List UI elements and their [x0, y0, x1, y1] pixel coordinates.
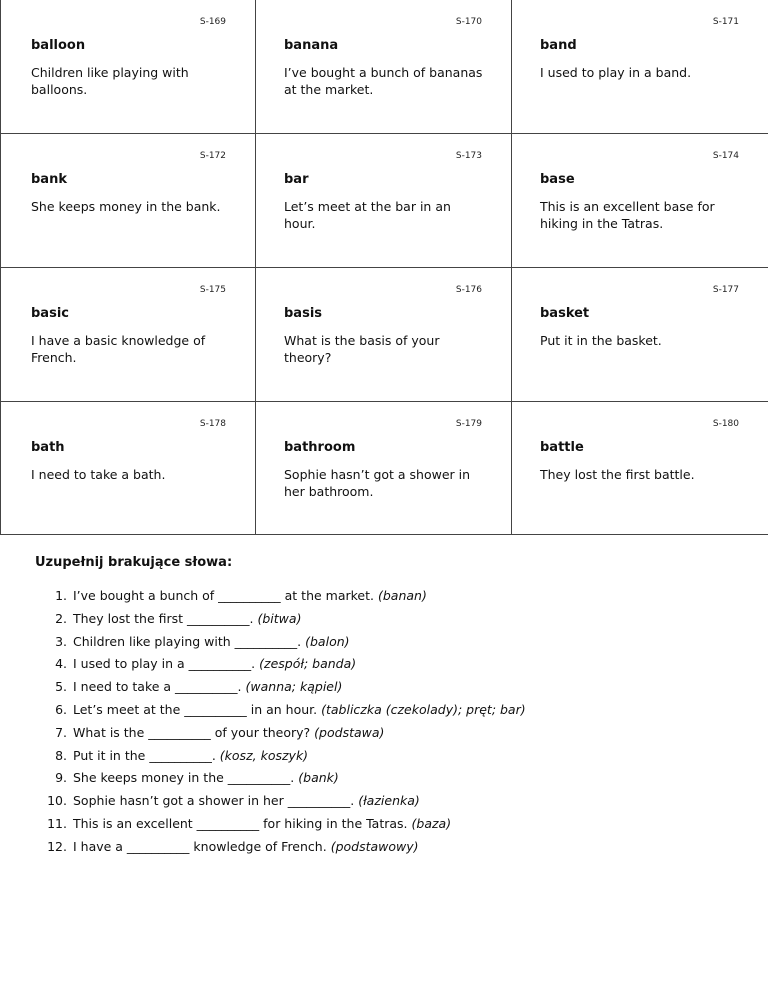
item-number: 8. [55, 747, 67, 763]
exercise-item [35, 634, 735, 657]
exercise-item [35, 588, 735, 611]
flashcard [512, 268, 768, 402]
card-sentence: I used to play in a band. [540, 65, 692, 80]
item-text: This is an excellent __________ for hiking in the Tatras. [73, 815, 408, 831]
item-text: They lost the first __________. [73, 610, 254, 626]
card-code: S-172 [199, 151, 226, 161]
card-word: band [540, 38, 577, 53]
card-code: S-177 [712, 285, 739, 295]
item-text: Sophie hasn’t got a shower in her __________. [73, 793, 355, 809]
card-sentence: Put it in the basket. [540, 333, 662, 348]
exercise-item [35, 839, 735, 862]
item-hint: (wanna; kąpiel) [245, 679, 343, 695]
card-sentence: I have a basic knowledge of French. [31, 333, 206, 365]
card-sentence: This is an excellent base for hiking in the Tatras. [540, 199, 715, 231]
item-number: 7. [55, 724, 67, 740]
card-code: S-171 [712, 17, 739, 27]
item-number: 10. [47, 793, 67, 809]
card-sentence: She keeps money in the bank. [31, 199, 221, 214]
flashcard [256, 402, 512, 535]
item-text: Children like playing with __________. [73, 633, 302, 649]
card-word: balloon [31, 38, 86, 53]
item-hint: (zespół; banda) [259, 656, 357, 672]
card-word: battle [540, 440, 584, 455]
item-text: I need to take a __________. [73, 679, 242, 695]
item-number: 1. [55, 588, 67, 603]
exercise-item [35, 816, 735, 839]
item-number: 5. [55, 679, 67, 695]
item-text: I have a __________ knowledge of French. [73, 838, 327, 854]
item-hint: (tabliczka (czekolady); pręt; bar) [321, 701, 526, 717]
exercise-list [35, 588, 735, 862]
card-code: S-169 [199, 17, 226, 27]
item-hint: (bitwa) [257, 610, 302, 626]
exercise-item [35, 679, 735, 702]
card-word: basic [31, 306, 69, 321]
exercise-item [35, 725, 735, 748]
flashcard [512, 0, 768, 134]
item-hint: (łazienka) [358, 793, 420, 809]
card-sentence: Children like playing with balloons. [31, 65, 189, 97]
card-code: S-180 [712, 419, 739, 429]
exercise-item [35, 611, 735, 634]
card-code: S-175 [199, 285, 226, 295]
exercise-item [35, 793, 735, 816]
flashcard [512, 134, 768, 268]
item-text: I used to play in a __________. [73, 656, 256, 672]
item-number: 2. [55, 610, 67, 626]
item-hint: (balon) [305, 633, 350, 649]
card-word: bank [31, 172, 67, 187]
exercise-item [35, 770, 735, 793]
item-hint: (podstawa) [314, 724, 385, 740]
card-word: bath [31, 440, 65, 455]
item-hint: (bank) [298, 770, 339, 786]
flashcard [0, 0, 256, 134]
card-code: S-178 [199, 419, 226, 429]
flashcard [256, 268, 512, 402]
card-sentence: They lost the first battle. [540, 467, 695, 482]
item-hint: (podstawowy) [330, 838, 419, 854]
card-word: basket [540, 306, 590, 321]
card-sentence: I need to take a bath. [31, 467, 166, 482]
item-text: Let’s meet at the __________ in an hour. [73, 701, 318, 717]
card-sentence: Let’s meet at the bar in an hour. [284, 199, 451, 231]
item-number: 3. [55, 633, 67, 649]
item-number: 12. [47, 838, 67, 854]
card-code: S-173 [455, 151, 482, 161]
exercise-title: Uzupełnij brakujące słowa: [35, 555, 233, 570]
card-sentence: What is the basis of your theory? [284, 333, 440, 365]
flashcard [256, 0, 512, 134]
item-hint: (baza) [411, 815, 452, 831]
card-word: bathroom [284, 440, 356, 455]
item-number: 6. [55, 701, 67, 717]
flashcard [0, 134, 256, 268]
card-sentence: I’ve bought a bunch of bananas at the market. [284, 65, 483, 97]
exercise-item [35, 656, 735, 679]
item-number: 4. [55, 656, 67, 672]
exercise-section [35, 555, 735, 862]
item-hint: (banan) [378, 588, 427, 603]
item-number: 11. [47, 815, 67, 831]
flashcard [0, 402, 256, 535]
card-code: S-179 [455, 419, 482, 429]
card-code: S-176 [455, 285, 482, 295]
card-word: banana [284, 38, 339, 53]
item-text: She keeps money in the __________. [73, 770, 295, 786]
card-code: S-174 [712, 151, 739, 161]
card-word: basis [284, 306, 323, 321]
item-text: I’ve bought a bunch of __________ at the market. [73, 588, 374, 603]
item-text: Put it in the __________. [73, 747, 216, 763]
card-sentence: Sophie hasn’t got a shower in her bathroom. [284, 467, 471, 499]
flashcard [0, 268, 256, 402]
exercise-item [35, 702, 735, 725]
card-word: base [540, 172, 575, 187]
item-number: 9. [55, 770, 67, 786]
card-word: bar [284, 172, 309, 187]
flashcard [256, 134, 512, 268]
item-hint: (kosz, koszyk) [219, 747, 309, 763]
flashcard [512, 402, 768, 535]
item-text: What is the __________ of your theory? [73, 724, 311, 740]
card-code: S-170 [455, 17, 482, 27]
exercise-item [35, 748, 735, 771]
